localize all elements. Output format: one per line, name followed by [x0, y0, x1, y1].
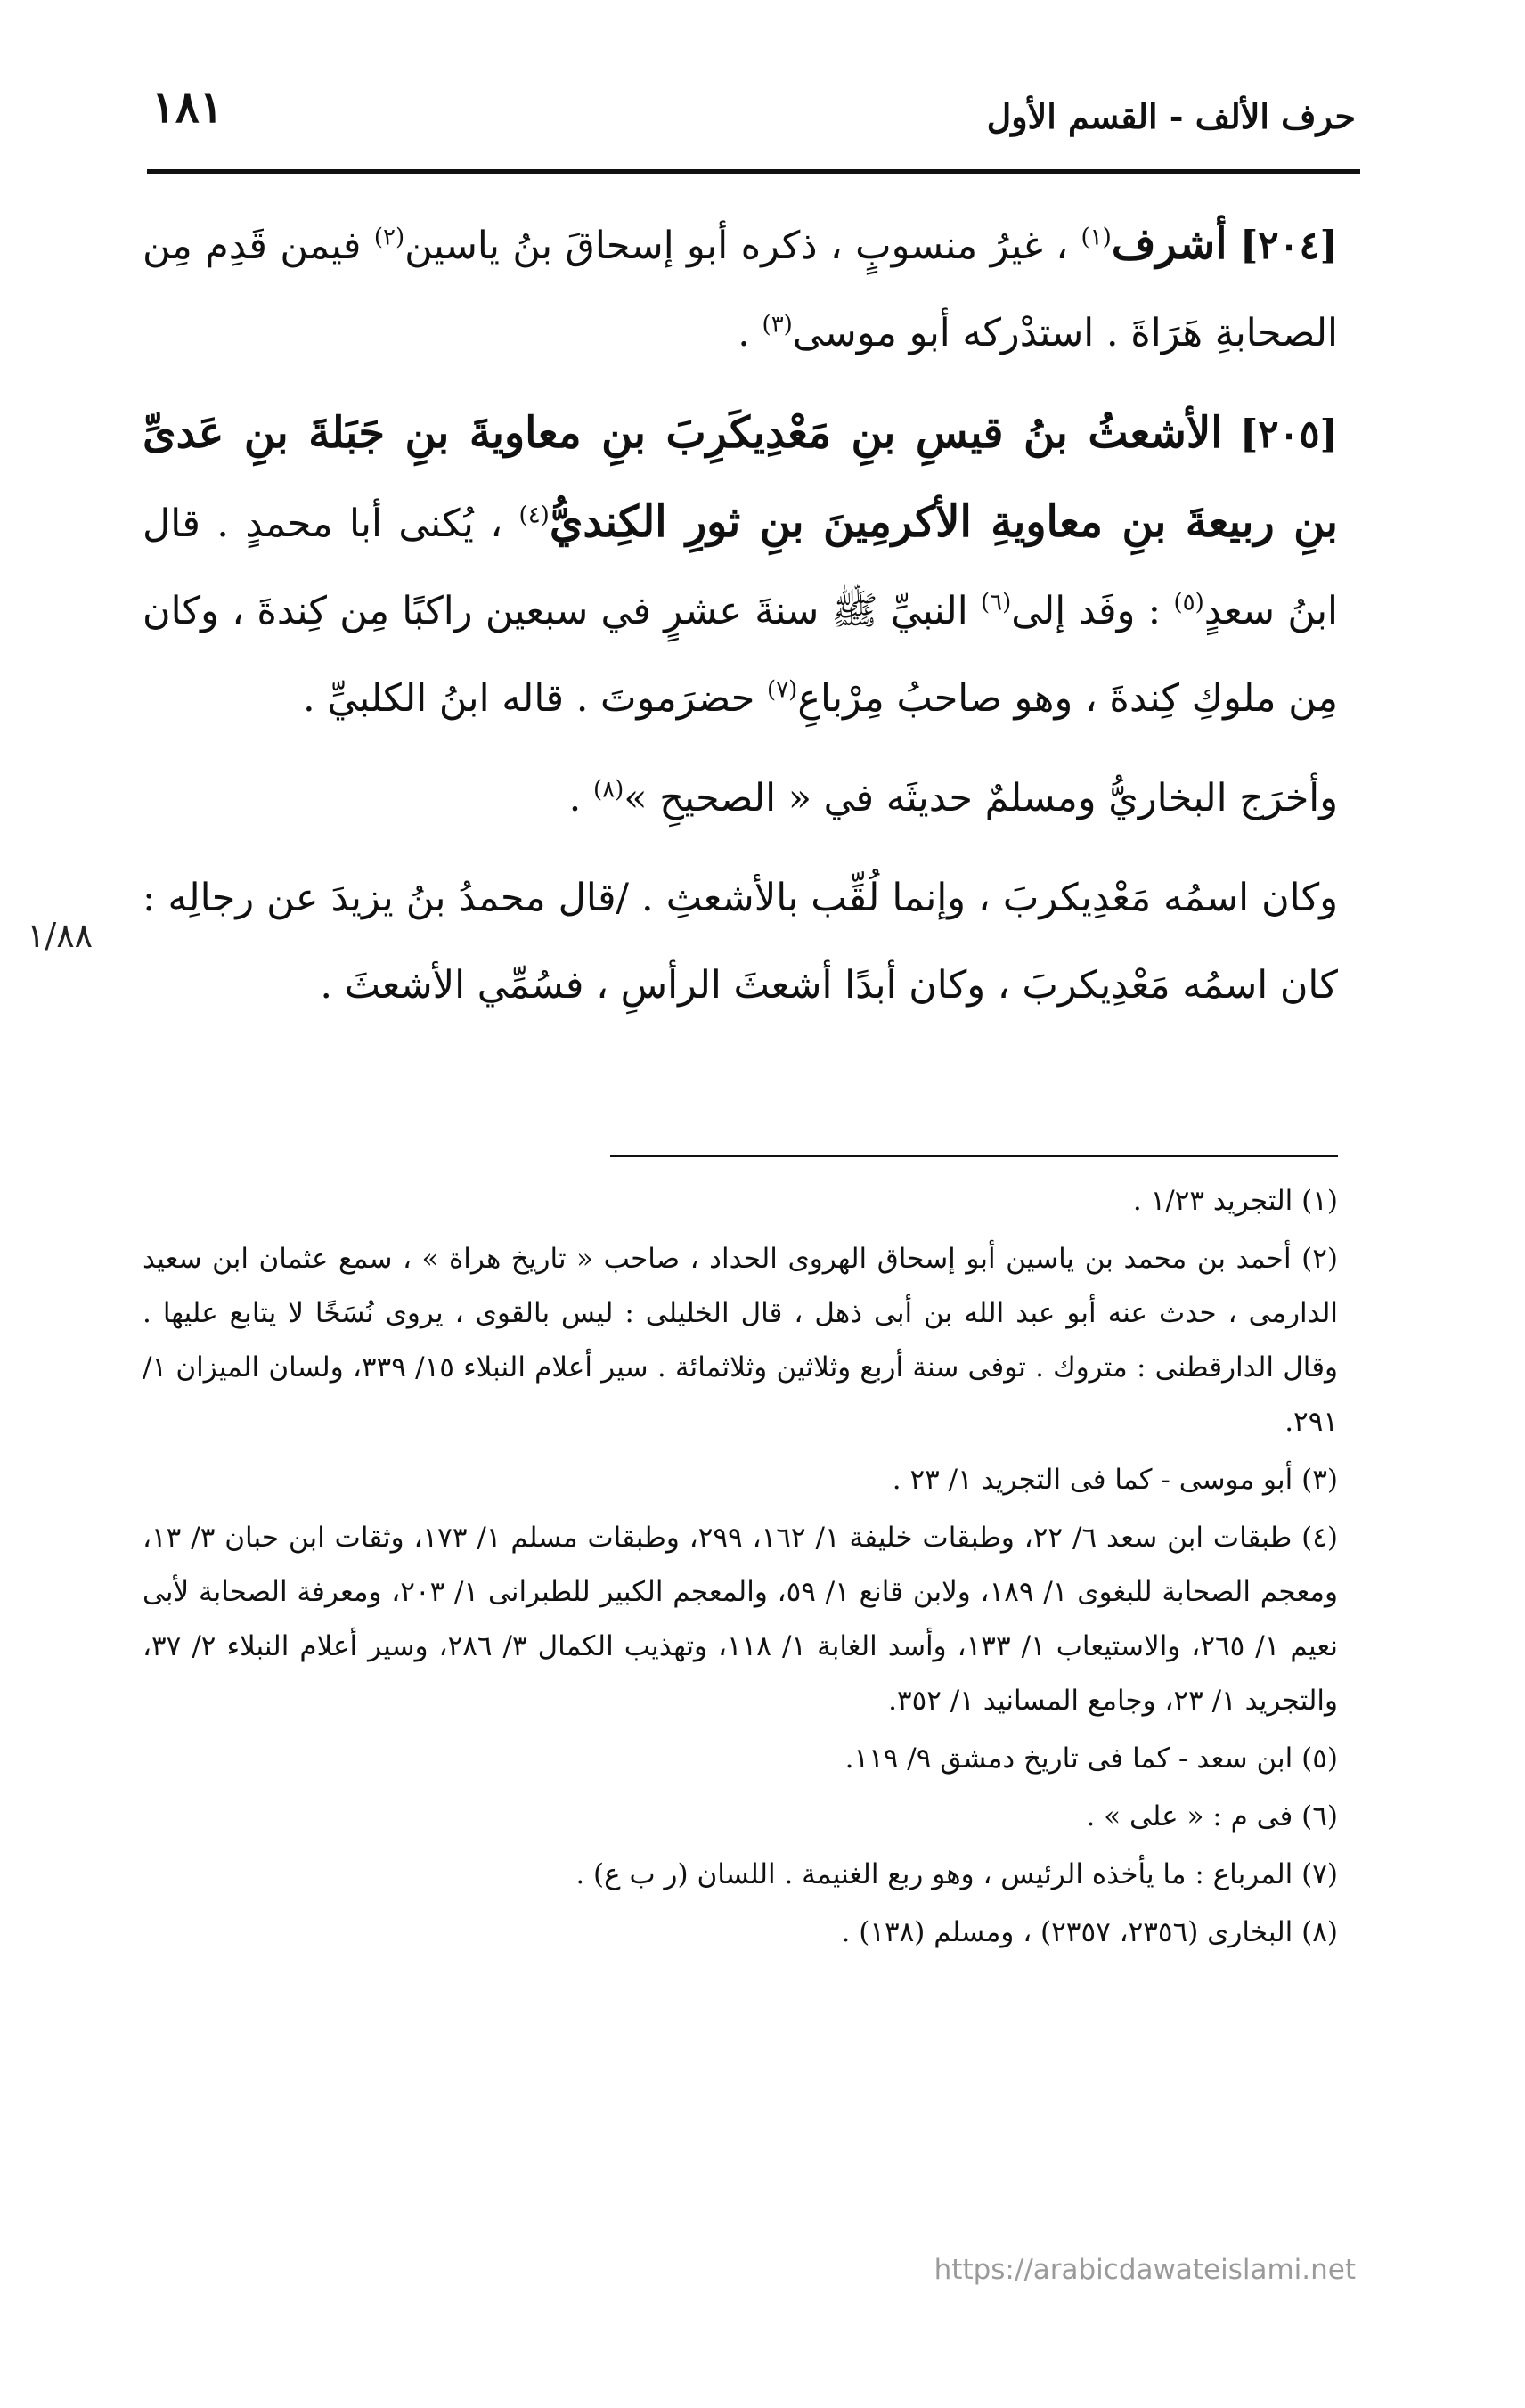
entry-204 [143, 200, 1338, 377]
paragraph-bukhari [143, 755, 1338, 842]
margin-note: ١/٨٨ [27, 916, 94, 955]
main-text [143, 200, 1338, 1041]
entry-text: فيمن قَدِم مِن الصحابةِ هَرَاةَ . استدْركه أبو موسى [143, 224, 1338, 355]
entry-text: . [738, 311, 750, 355]
header-rule [147, 169, 1360, 174]
footnote: (٣) أبو موسى - كما فى التجريد ١/ ٢٣ . [892, 1464, 1338, 1496]
entry-205 [143, 389, 1338, 742]
entry-text: ، غيرُ منسوبٍ ، ذكره أبو إسحاقَ بنُ ياسين [404, 224, 1069, 268]
paragraph-text: . [568, 776, 582, 820]
footnote: (٨) البخارى (٢٣٥٦، ٢٣٥٧) ، ومسلم (١٣٨) . [841, 1916, 1338, 1948]
footnote: (١) التجريد ١/٢٣ . [1132, 1185, 1338, 1217]
footnote-ref: (٢) [373, 224, 405, 251]
entry-name: الأشعثُ بنُ قيسِ بنِ مَعْدِيكَرِبَ بنِ معاويةَ بنِ جَبَلةَ بنِ عَدىِّ بنِ ربيعةَ بنِ معاويةِ الأكرمِينَ بنِ ثورِ الكِنديُّ [143, 408, 1339, 547]
footnote: (٢) أحمد بن محمد بن ياسين أبو إسحاق الهروى الحداد ، صاحب « تاريخ هراة » ، سمع عثمان ابن سعيد الدارمى ، حدث عنه أبو عبد الله بن أبى ذهل ، قال الخليلى : ليس بالقوى ، يروى نُسَخًا لا يتابع عليها . وقال الدارقطنى : متروك . توفى سنة أربع وثلاثين وثلاثمائة . سير أعلام النبلاء ١٥/ ٣٣٩، ولسان الميزان ١/ ٢٩١. [143, 1243, 1338, 1438]
entry-number: [٢٠٥] [1240, 412, 1339, 457]
entry-text: حضرَموتَ . قاله ابنُ الكلبيِّ . [303, 676, 755, 721]
footnote-ref: (٦) [981, 589, 1012, 616]
entry-number: [٢٠٤] [1239, 224, 1338, 268]
paragraph-name [143, 854, 1338, 1029]
page-number: ١٨١ [151, 80, 224, 133]
footnote: (٦) فى م : « على » . [1086, 1800, 1338, 1833]
footnote: (٧) المرباع : ما يأخذه الرئيس ، وهو ربع الغنيمة . اللسان (ر ب ع) . [575, 1858, 1338, 1890]
footnote-ref: (٥) [1173, 589, 1204, 616]
footnotes [143, 1174, 1338, 1963]
paragraph-text: وكان اسمُه مَعْدِيكربَ ، وإنما لُقِّب بالأشعثِ . /قال محمدُ بنُ يزيدَ عن رجالِه : كان اسمُه مَعْدِيكربَ ، وكان أبدًا أشعثَ الرأسِ ، فسُمِّي الأشعثَ . [143, 876, 1338, 1008]
footnote-ref: (٤) [518, 502, 550, 529]
entry-text: النبيِّ ﷺ سنةَ عشرٍ في سبعين راكبًا مِن كِندةَ ، وكان مِن ملوكِ كِندةَ ، وهو صاحبُ مِرْباعِ [143, 589, 1338, 721]
footnote-ref: (٨) [592, 776, 624, 804]
watermark-url: https://arabicdawateislami.net [934, 2254, 1356, 2286]
footnote-ref: (٧) [767, 676, 798, 704]
footnote: (٤) طبقات ابن سعد ٦/ ٢٢، وطبقات خليفة ١/ ١٦٢، ٢٩٩، وطبقات مسلم ١/ ١٧٣، وثقات ابن حبان ٣/ ١٣، ومعجم الصحابة للبغوى ١/ ١٨٩، ولابن قانع ١/ ٥٩، والمعجم الكبير للطبرانى ١/ ٢٠٣، ومعرفة الصحابة لأبى نعيم ١/ ٢٦٥، والاستيعاب ١/ ١٣٣، وأسد الغابة ١/ ١١٨، وتهذيب الكمال ٣/ ٢٨٦، وسير أعلام النبلاء ٢/ ٣٧، والتجريد ١/ ٢٣، وجامع المسانيد ١/ ٣٥٢. [143, 1522, 1339, 1717]
entry-text: ، يُكنى أبا محمدٍ . قال ابنُ سعدٍ [143, 502, 1338, 633]
footnote-ref: (١) [1081, 224, 1112, 251]
footnote-rule [610, 1155, 1338, 1157]
running-title: حرف الألف - القسم الأول [986, 96, 1356, 136]
page-header [134, 80, 1356, 151]
entry-text: : وفَد إلى [1011, 589, 1162, 633]
footnote: (٥) ابن سعد - كما فى تاريخ دمشق ٩/ ١١٩. [844, 1743, 1338, 1775]
entry-name: أشرف [1111, 219, 1227, 269]
footnote-ref: (٣) [762, 311, 793, 339]
paragraph-text: وأخرَج البخاريُّ ومسلمٌ حديثَه في « الصحيحِ » [624, 776, 1338, 820]
